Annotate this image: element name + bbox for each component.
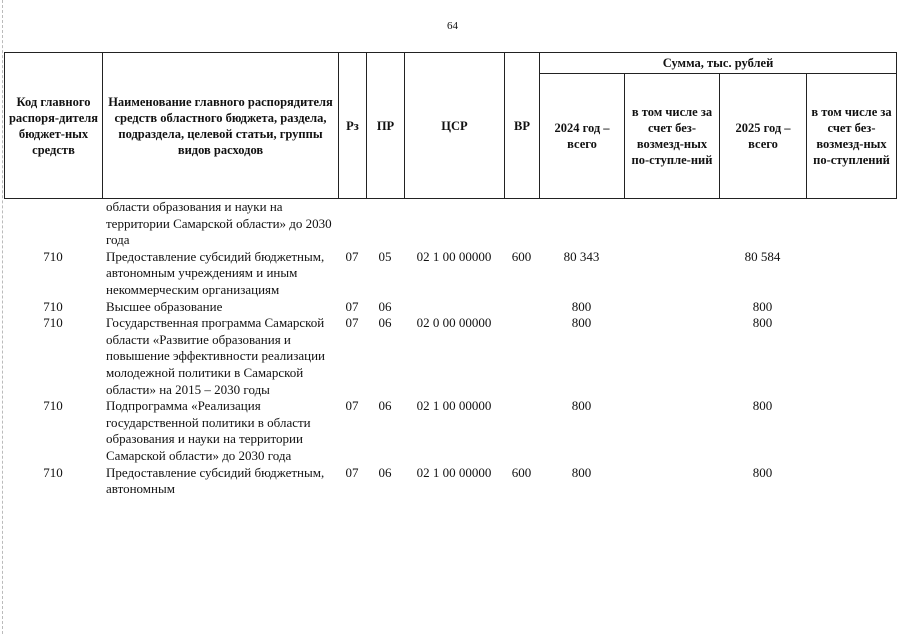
cell-y2025: 800 xyxy=(752,398,773,414)
cell-code: 710 xyxy=(43,248,63,264)
cell-y2024-free xyxy=(624,249,719,299)
header-rz: Рз xyxy=(339,53,367,199)
cell-csr xyxy=(404,299,504,316)
cell-code: 710 xyxy=(43,315,63,331)
cell-pr: 06 xyxy=(378,315,392,331)
cell-name: Высшее образование xyxy=(106,298,223,314)
cell-pr: 06 xyxy=(378,298,392,314)
header-2025-total: 2025 год – всего xyxy=(720,74,807,199)
cell-y2024-free xyxy=(624,199,719,249)
cell-code: 710 xyxy=(43,398,63,414)
cell-csr: 02 1 00 00000 xyxy=(416,248,492,264)
table-header xyxy=(4,52,897,199)
cell-y2025-free xyxy=(806,315,896,398)
cell-code xyxy=(4,199,102,249)
cell-vr: 600 xyxy=(511,464,532,480)
cell-csr: 02 1 00 00000 xyxy=(416,464,492,480)
cell-y2024: 800 xyxy=(571,298,592,314)
header-pr: ПР xyxy=(367,53,405,199)
cell-name: Предоставление субсидий бюджетным, автономным учреждениям и иным некоммерческим организациям xyxy=(106,248,325,297)
cell-csr: 02 1 00 00000 xyxy=(416,398,492,414)
cell-vr: 600 xyxy=(511,248,532,264)
cell-y2025: 800 xyxy=(752,298,773,314)
cell-y2024: 800 xyxy=(571,398,592,414)
cell-rz: 07 xyxy=(345,248,359,264)
cell-name: Подпрограмма «Реализация государственной политики в области образования и науки на территории Самарской области» до 2030 года xyxy=(106,398,311,463)
cell-vr xyxy=(504,299,539,316)
cell-y2024: 800 xyxy=(571,315,592,331)
cell-name: Предоставление субсидий бюджетным, автономным xyxy=(106,464,325,497)
cell-y2024-free xyxy=(624,299,719,316)
table-row xyxy=(4,465,896,498)
cell-vr xyxy=(504,315,539,398)
cell-y2025: 800 xyxy=(752,464,773,480)
cell-y2024: 800 xyxy=(571,464,592,480)
header-2024-free: в том числе за счет без-возмезд-ных по-ступле-ний xyxy=(625,74,720,199)
cell-pr: 05 xyxy=(378,248,392,264)
header-2024-total: 2024 год – всего xyxy=(540,74,625,199)
cell-pr: 06 xyxy=(378,464,392,480)
header-csr: ЦСР xyxy=(405,53,505,199)
cell-y2025: 800 xyxy=(752,315,773,331)
header-2025-free: в том числе за счет без-возмезд-ных по-ступлений xyxy=(807,74,897,199)
cell-rz: 07 xyxy=(345,464,359,480)
table-row xyxy=(4,315,896,398)
table-row xyxy=(4,199,896,249)
cell-y2025-free xyxy=(806,465,896,498)
cell-pr: 06 xyxy=(378,398,392,414)
cell-y2025-free xyxy=(806,249,896,299)
cell-y2025-free xyxy=(806,398,896,464)
cell-vr xyxy=(504,398,539,464)
cell-y2024: 80 343 xyxy=(563,248,600,264)
cell-vr xyxy=(504,199,539,249)
cell-rz: 07 xyxy=(345,315,359,331)
header-name: Наименование главного распорядителя средств областного бюджета, раздела, подраздела, целевой статьи, группы видов расходов xyxy=(103,53,339,199)
cell-name: Государственная программа Самарской области «Развитие образования и повышение эффективности реализации молодежной политики в Самарской области» на 2015 – 2030 годы xyxy=(106,315,325,397)
cell-code: 710 xyxy=(43,298,63,314)
header-code: Код главного распоря-дителя бюджет-ных средств xyxy=(5,53,103,199)
table-row xyxy=(4,249,896,299)
cell-y2024 xyxy=(539,199,624,249)
cell-y2025 xyxy=(719,199,806,249)
cell-y2024-free xyxy=(624,398,719,464)
table-row xyxy=(4,398,896,464)
cell-y2024-free xyxy=(624,315,719,398)
table-body xyxy=(4,199,896,498)
header-sum: Сумма, тыс. рублей xyxy=(540,53,897,74)
cell-csr xyxy=(404,199,504,249)
table-row xyxy=(4,299,896,316)
header-vr: ВР xyxy=(505,53,540,199)
cell-code: 710 xyxy=(43,464,63,480)
cell-pr xyxy=(366,199,404,249)
cell-csr: 02 0 00 00000 xyxy=(416,315,492,331)
cell-rz: 07 xyxy=(345,298,359,314)
cell-y2025: 80 584 xyxy=(744,248,781,264)
scan-edge xyxy=(2,0,3,634)
cell-y2025-free xyxy=(806,199,896,249)
page-number: 64 xyxy=(447,20,458,32)
cell-name: области образования и науки на территории Самарской области» до 2030 года xyxy=(106,199,332,248)
cell-rz xyxy=(338,199,366,249)
cell-rz: 07 xyxy=(345,398,359,414)
cell-y2024-free xyxy=(624,465,719,498)
cell-y2025-free xyxy=(806,299,896,316)
